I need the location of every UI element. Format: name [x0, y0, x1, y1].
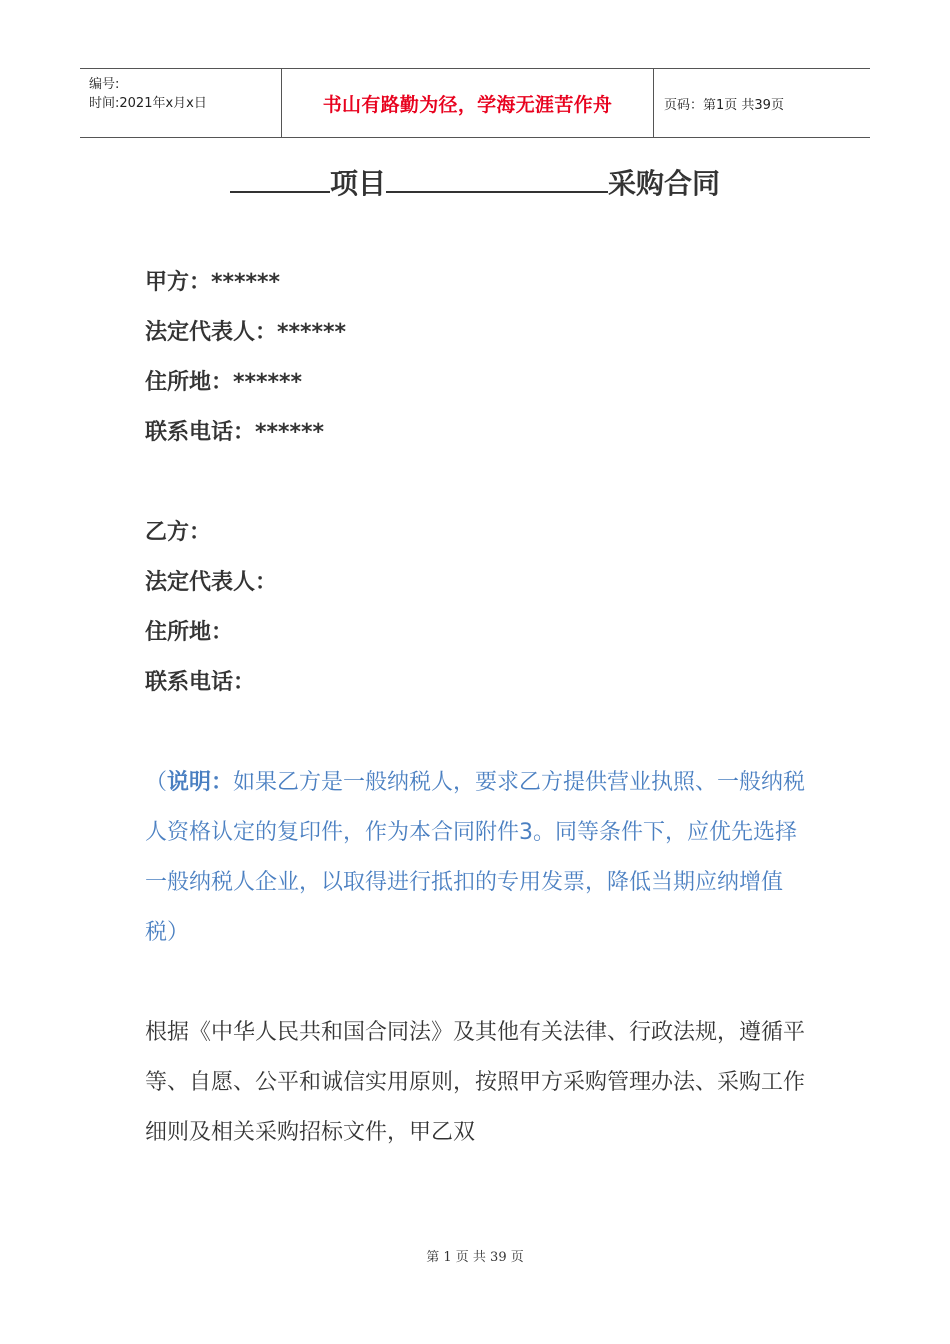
header-meta — [80, 69, 281, 137]
party-b-block — [145, 508, 277, 708]
title-part-2: 采购合同 — [608, 167, 721, 200]
note-label: 说明： — [167, 770, 234, 795]
note-open-paren: （ — [145, 770, 168, 795]
party-a-phone: 联系电话：****** — [145, 420, 325, 445]
party-a-address: 住所地：****** — [145, 370, 303, 395]
party-b-legal-rep: 法定代表人： — [145, 570, 278, 595]
party-b-name: 乙方： — [145, 520, 212, 545]
number-label: 编号: — [89, 77, 120, 92]
explanation-note — [145, 758, 810, 958]
page-footer: 第 1 页 共 39 页 — [426, 1250, 524, 1265]
document-title — [0, 162, 950, 202]
document-header — [80, 68, 870, 138]
note-text: 如果乙方是一般纳税人，要求乙方提供营业执照、一般纳税人资格认定的复印件，作为本合同附件3。同等条件下，应优先选择一般纳税人企业，以取得进行抵扣的专用发票，降低当期应纳增值税） — [145, 770, 806, 945]
title-part-1: 项目 — [329, 167, 386, 200]
party-b-phone: 联系电话： — [145, 670, 256, 695]
time-label: 时间:2021年x月x日 — [89, 96, 207, 111]
party-a-block — [145, 258, 346, 458]
header-page-info: 页码：第1页 共39页 — [664, 97, 784, 113]
header-motto: 书山有路勤为径，学海无涯苦作舟 — [281, 69, 654, 137]
title-blank-1 — [230, 165, 330, 193]
party-a-legal-rep: 法定代表人：****** — [145, 320, 347, 345]
party-a-name: 甲方：****** — [145, 270, 281, 295]
party-b-address: 住所地： — [145, 620, 234, 645]
contract-preamble: 根据《中华人民共和国合同法》及其他有关法律、行政法规，遵循平等、自愿、公平和诚信实用原则，按照甲方采购管理办法、采购工作细则及相关采购招标文件，甲乙双 — [145, 1020, 806, 1145]
title-blank-2 — [386, 165, 608, 193]
